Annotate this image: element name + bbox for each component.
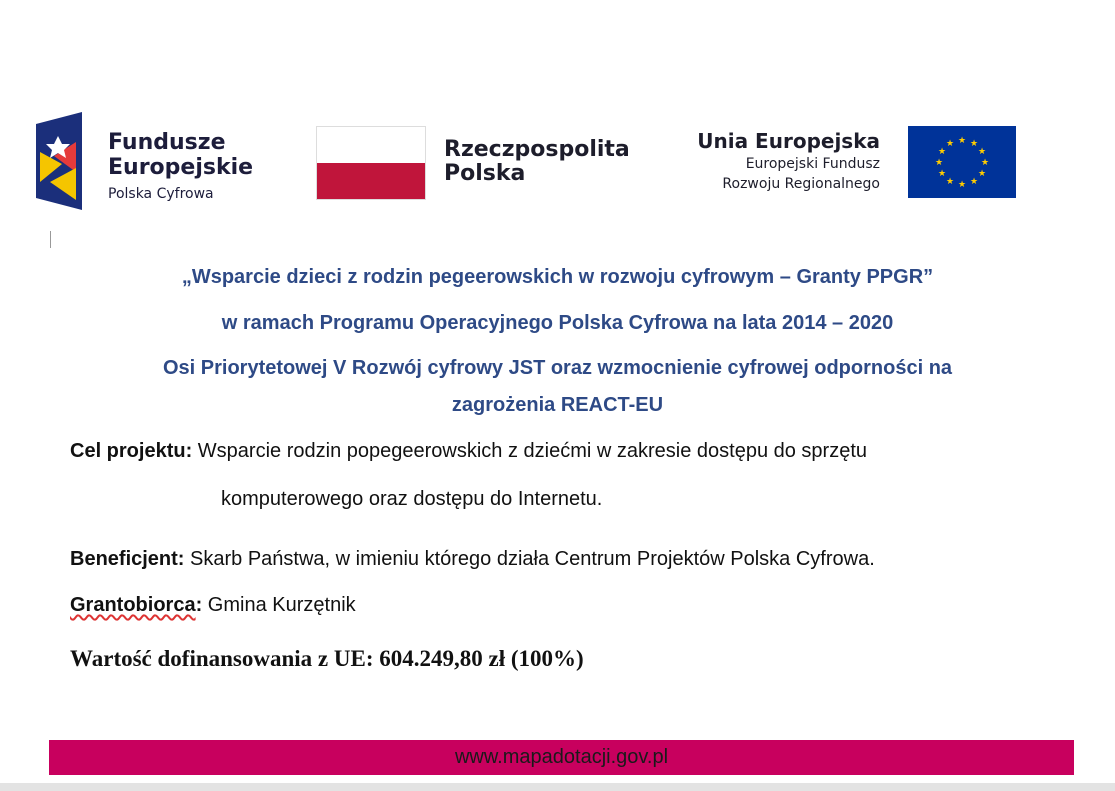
grantobiorca-label: Grantobiorca [70,594,196,616]
unia-line3: Rozwoju Regionalnego [722,176,880,192]
bottom-strip [0,783,1115,791]
grantobiorca-colon: : [195,594,203,616]
fundusze-europejskie-logo [36,112,296,212]
footer-bar [49,740,1074,775]
grantobiorca [70,594,356,617]
svg-text:★: ★ [957,180,967,190]
fundusze-europejskie-emblem-icon [36,112,98,210]
beneficjent [70,548,875,571]
unia-line1: Unia Europejska [697,129,880,153]
svg-text:★: ★ [957,136,967,146]
unia-europejska-logo [690,126,1030,200]
project-title: „Wsparcie dzieci z rodzin pegeerowskich w rozwoju cyfrowym – Granty PPGR” [181,266,934,288]
svg-text:★: ★ [937,169,947,179]
rzeczpospolita-polska-logo [316,126,656,200]
program-line: w ramach Programu Operacyjnego Polska Cyfrowa na lata 2014 – 2020 [221,312,894,334]
priority-axis-line: Osi Priorytetowej V Rozwój cyfrowy JST oraz wzmocnienie cyfrowej odporności na [162,357,953,379]
svg-text:★: ★ [945,139,955,149]
text-cursor-mark [50,231,51,248]
fundusze-europejskie-text [108,130,253,202]
unia-europejska-text [697,128,880,194]
grantobiorca-text: Gmina Kurzętnik [202,594,356,616]
priority-axis-line-2: zagrożenia REACT-EU [451,394,664,416]
cel-projektu-continued: komputerowego oraz dostępu do Internetu. [221,488,603,510]
rzeczpospolita-line1: Rzeczpospolita [444,137,630,162]
fundusze-line2: Europejskie [108,155,254,180]
svg-text:★: ★ [937,147,947,157]
fundusze-line3: Polska Cyfrowa [108,186,214,202]
svg-text:★: ★ [969,139,979,149]
logo-row [0,108,1115,218]
fundusze-line1: Fundusze [108,130,226,155]
svg-text:★: ★ [945,177,955,187]
svg-text:★: ★ [977,169,987,179]
svg-text:★: ★ [934,158,944,168]
cel-text-1: Wsparcie rodzin popegeerowskich z dziećmi w zakresie dostępu do sprzętu [192,440,868,462]
cel-label: Cel projektu: [70,440,193,462]
svg-text:★: ★ [977,147,987,157]
rzeczpospolita-text [444,138,630,186]
beneficjent-text: Skarb Państwa, w imieniu którego działa Centrum Projektów Polska Cyfrowa. [184,548,875,570]
footer-url: www.mapadotacji.gov.pl [454,746,669,768]
beneficjent-label: Beneficjent: [70,548,185,570]
svg-text:★: ★ [969,177,979,187]
eu-flag-icon [908,126,1016,198]
rzeczpospolita-line2: Polska [444,161,526,186]
funding-value: Wartość dofinansowania z UE: 604.249,80 zł (100%) [70,646,584,671]
polish-flag-icon [316,126,426,200]
cel-projektu [70,440,867,463]
unia-line2: Europejski Fundusz [745,156,880,172]
svg-text:★: ★ [980,158,990,168]
